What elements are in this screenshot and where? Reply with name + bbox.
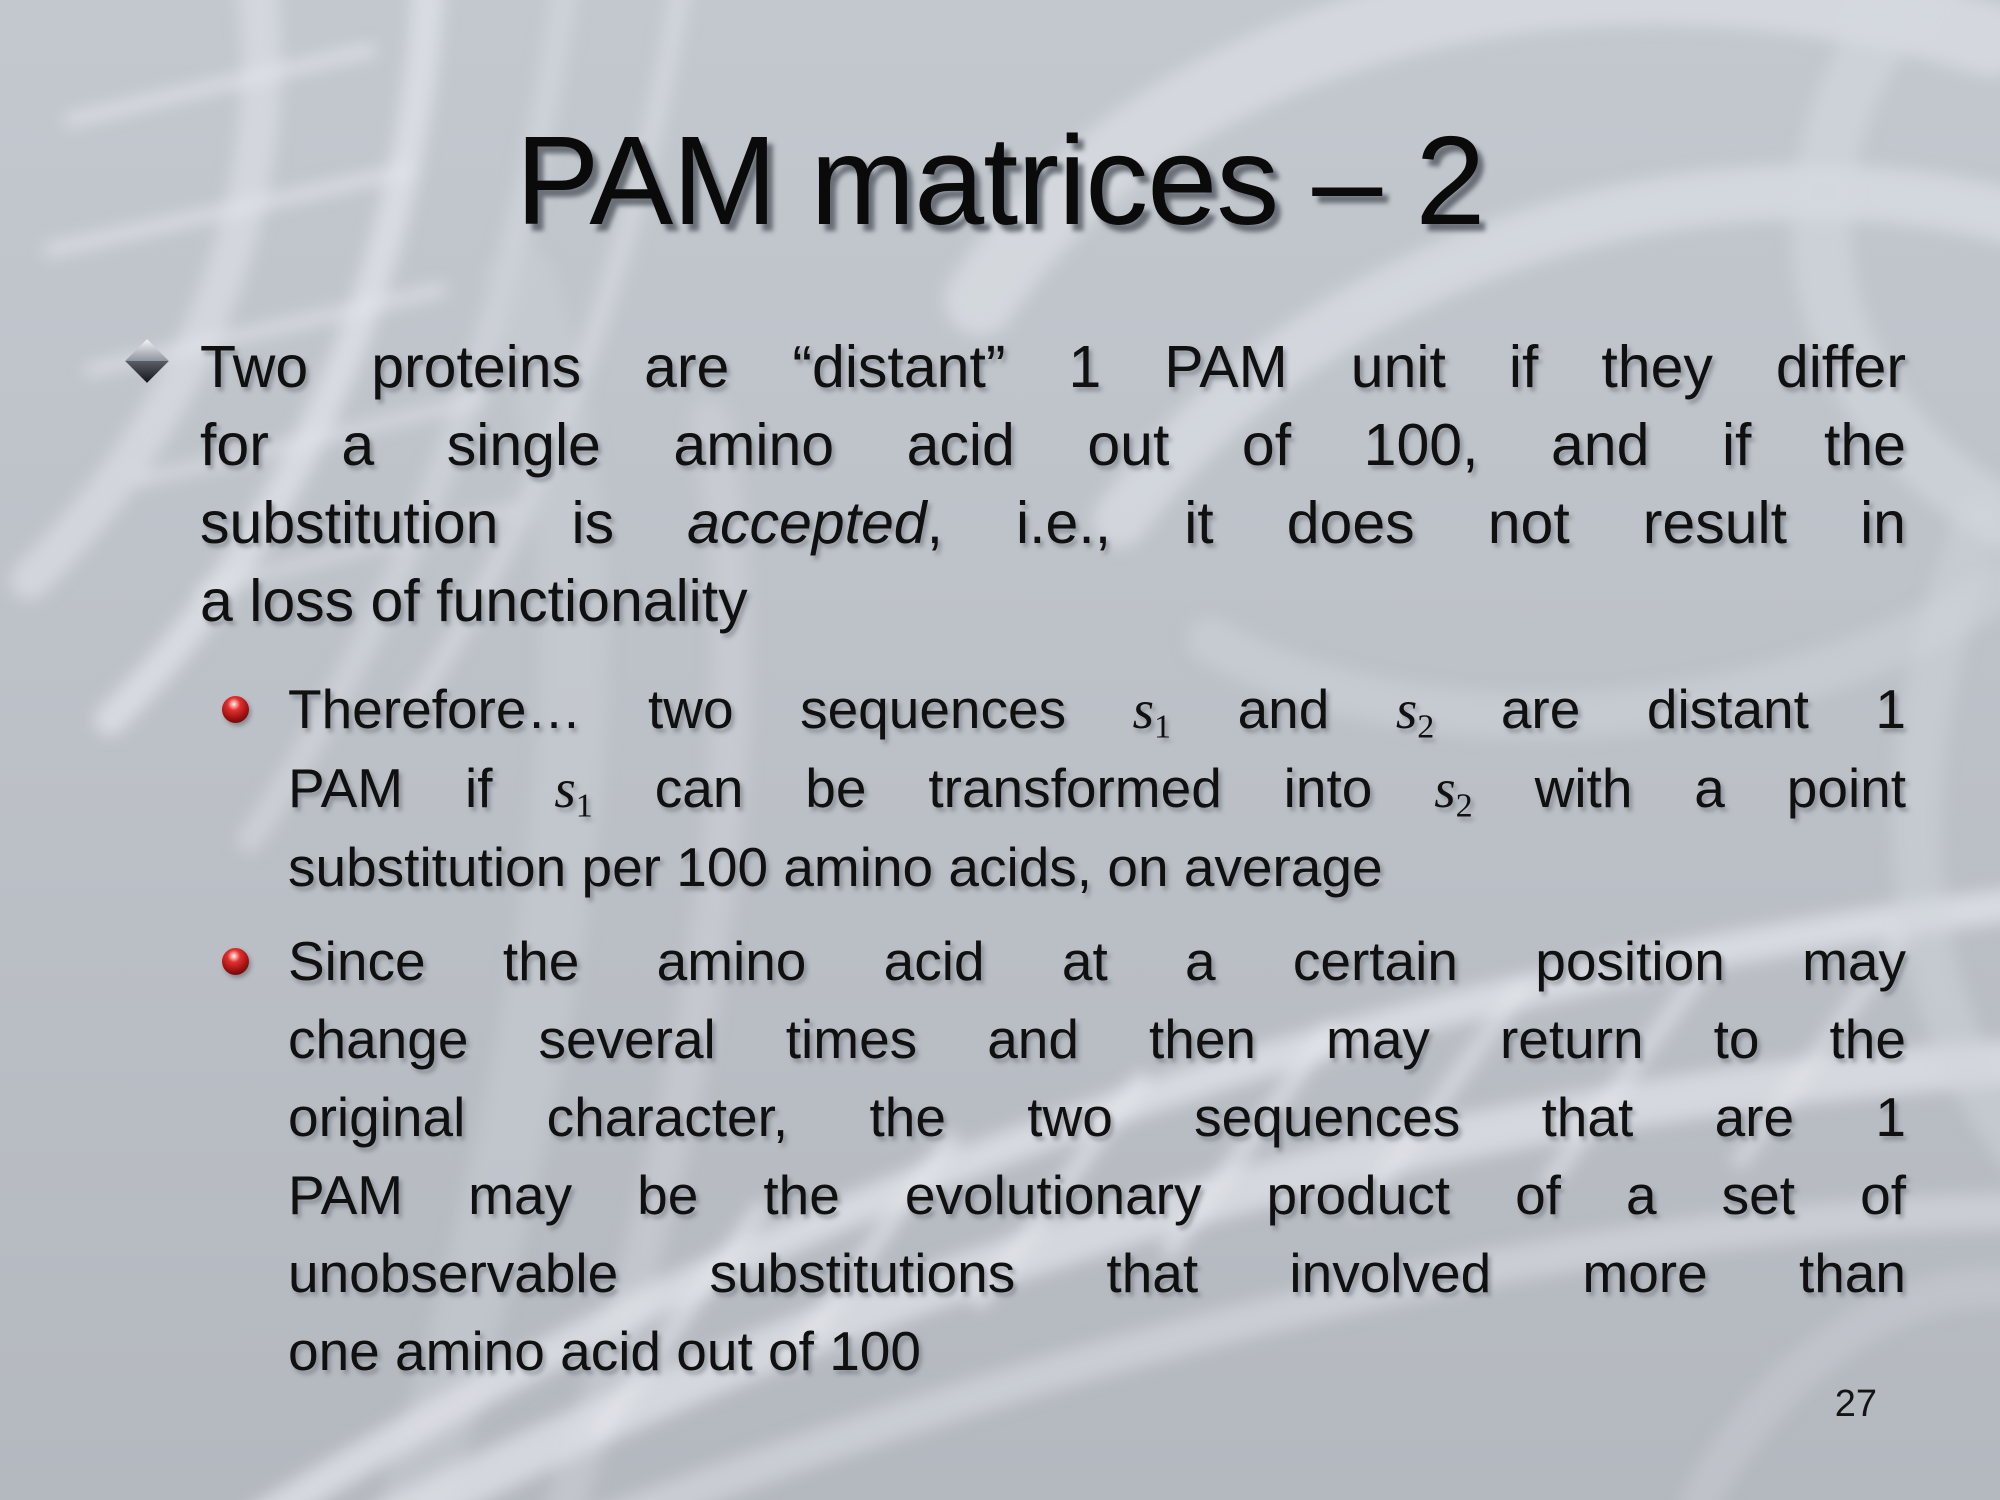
bullet-level2-therefore-paragraph — [288, 670, 1906, 906]
text-segment: Therefore… two sequences — [288, 678, 1067, 740]
math-var-s2 — [1395, 679, 1435, 746]
math-subscript: 2 — [1417, 708, 1435, 746]
text-line: for a single amino acid out of 100, and if the — [200, 412, 1906, 478]
text-line: a loss of functionality — [200, 568, 748, 634]
text-segment: with a point — [1534, 757, 1907, 819]
italic-word-accepted: accepted — [687, 490, 927, 556]
text-line: unobservable substitutions that involved more than — [288, 1242, 1906, 1304]
text-segment: can be transformed into — [654, 757, 1373, 819]
math-var-s2 — [1434, 758, 1473, 825]
text-line: change several times and then may return to the — [288, 1008, 1906, 1070]
text-line: one amino acid out of 100 — [288, 1320, 921, 1382]
diamond-arrow-bullet-icon — [124, 338, 170, 384]
math-base: s — [1395, 679, 1418, 740]
text-line — [200, 484, 1906, 562]
red-sphere-bullet-icon — [222, 948, 249, 975]
text-line: substitution per 100 amino acids, on average — [288, 836, 1383, 898]
page-number: 27 — [1834, 1383, 1877, 1425]
math-var-s1 — [554, 758, 593, 825]
text-line: Two proteins are “distant” 1 PAM unit if they differ — [200, 334, 1906, 400]
math-subscript: 1 — [1154, 708, 1172, 746]
text-segment: PAM if — [288, 757, 493, 819]
text-segment: and — [1237, 678, 1330, 740]
math-base: s — [1434, 758, 1456, 819]
text-line — [288, 670, 1906, 749]
math-base: s — [1132, 679, 1155, 740]
bullet-level1-paragraph — [200, 328, 1906, 640]
math-base: s — [554, 758, 576, 819]
math-var-s1 — [1132, 679, 1172, 746]
text-segment: substitution is — [200, 490, 615, 556]
text-line: PAM may be the evolutionary product of a set of — [288, 1164, 1906, 1226]
bullet-level2-since-paragraph — [288, 922, 1906, 1390]
math-subscript: 2 — [1455, 787, 1473, 825]
text-segment: are distant 1 — [1500, 678, 1906, 740]
text-line — [288, 749, 1906, 828]
red-sphere-bullet-icon — [222, 696, 249, 723]
text-line: original character, the two sequences that are 1 — [288, 1086, 1906, 1148]
text-line: Since the amino acid at a certain position may — [288, 930, 1906, 992]
math-subscript: 1 — [575, 787, 593, 825]
slide-title: PAM matrices – 2 — [515, 110, 1485, 251]
text-segment: , i.e., it does not result in — [926, 490, 1906, 556]
